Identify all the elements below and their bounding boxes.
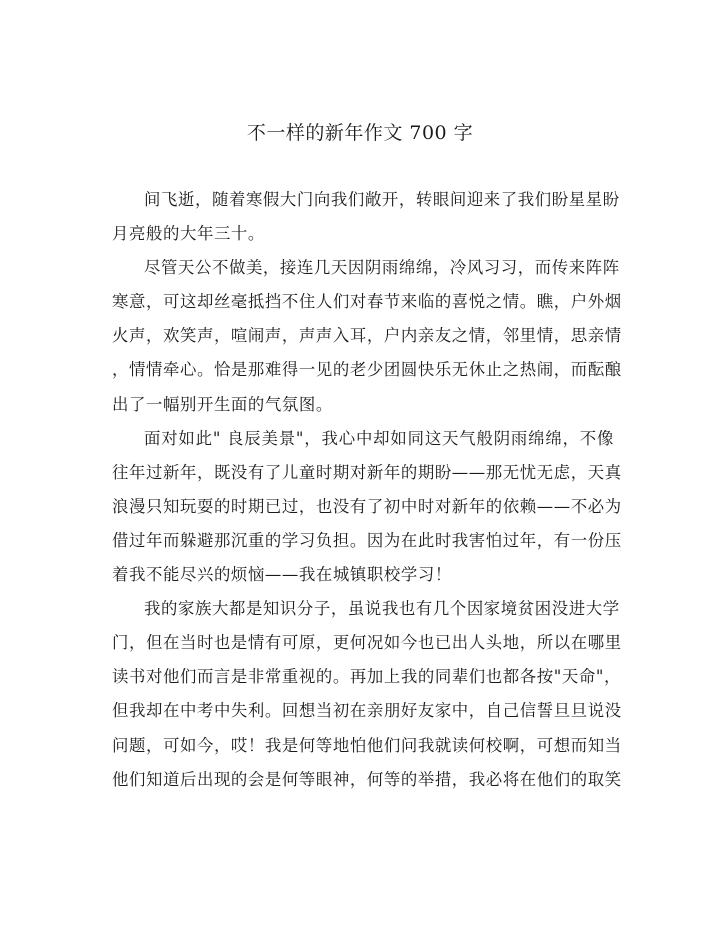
- text-line: 寒意，可这却丝毫抵挡不住人们对春节来临的喜悦之情。瞧，户外烟: [112, 292, 622, 312]
- text-line: 出了一幅别开生面的气氛图。: [112, 394, 333, 414]
- text-line: ，情情牵心。恰是那难得一见的老少团圆快乐无休止之热闹，而酝酿: [112, 360, 622, 380]
- text-line: 尽管天公不做美，接连几天因阴雨绵绵，冷风习习，而传来阵阵: [144, 258, 620, 278]
- document-body: [112, 183, 622, 797]
- text-line: 他们知道后出现的会是何等眼神，何等的举措，我必将在他们的取笑: [112, 769, 622, 789]
- text-line: 往年过新年，既没有了儿童时期对新年的期盼——那无忧无虑，天真: [112, 462, 622, 482]
- document-title: 不一样的新年作文 700 字: [246, 122, 474, 144]
- paragraph-4: [112, 592, 622, 797]
- text-line: 借过年而躲避那沉重的学习负担。因为在此时我害怕过年，有一份压: [112, 530, 622, 550]
- text-line: 月亮般的大年三十。: [112, 224, 265, 244]
- text-line: 读书对他们而言是非常重视的。再加上我的同辈们也都各按"天命"，: [112, 667, 622, 687]
- text-line: 门，但在当时也是情有可原，更何况如今也已出人头地，所以在哪里: [112, 633, 622, 653]
- paragraph-2: [112, 251, 622, 421]
- paragraph-1: [112, 183, 620, 251]
- text-line: 我的家族大都是知识分子，虽说我也有几个因家境贫困没进大学: [144, 599, 620, 619]
- text-line: 面对如此" 良辰美景"，我心中却如同这天气般阴雨绵绵，不像: [144, 428, 614, 448]
- text-line: 火声，欢笑声，喧闹声，声声入耳，户内亲友之情，邻里情，思亲情: [112, 326, 622, 346]
- text-line: 浪漫只知玩耍的时期已过，也没有了初中时对新年的依赖——不必为: [112, 496, 622, 516]
- text-line: 间飞逝，随着寒假大门向我们敞开，转眼间迎来了我们盼星星盼: [144, 190, 620, 209]
- paragraph-3: [112, 422, 622, 592]
- text-line: 着我不能尽兴的烦恼——我在城镇职校学习！: [112, 565, 452, 585]
- text-line: 但我却在中考中失利。回想当初在亲朋好友家中，自己信誓旦旦说没: [112, 701, 622, 721]
- text-line: 问题，可如今，哎！我是何等地怕他们问我就读何校啊，可想而知当: [112, 735, 622, 755]
